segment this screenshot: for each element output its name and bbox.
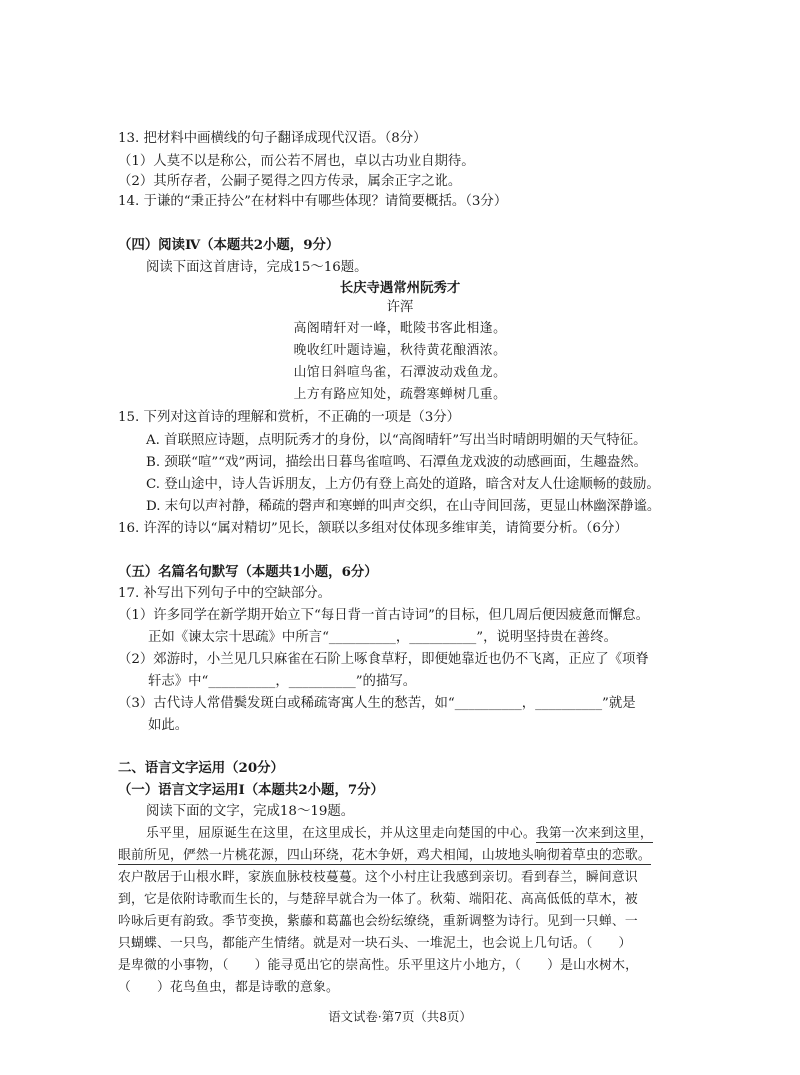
option-a: A. 首联照应诗题，点明阮秀才的身份，以“高阁晴轩”写出当时晴朗明媚的天气特征。 bbox=[146, 433, 647, 448]
poem-line-1: 高阁晴轩对一峰，毗陵书客此相逢。 bbox=[293, 321, 507, 336]
poem-author: 许浑 bbox=[386, 300, 414, 315]
page-footer: 语文试卷·第7页（共8页） bbox=[328, 1009, 472, 1024]
passage-line-5: 吟咏后更有韵致。季节变换，紫藤和葛藟也会纷纭缭绕，重新调整为诗行。见到一只蝉、一 bbox=[118, 914, 638, 929]
part-2-heading: 二、语言文字运用（20分） bbox=[118, 760, 284, 776]
question-17-item-1: （1）许多同学在新学期开始立下“每日背一首古诗词”的目标，但几周后便因疲惫而懈怠。 bbox=[118, 608, 650, 623]
question-13: 13. 把材料中画横线的句子翻译成现代汉语。（8分） bbox=[118, 131, 427, 146]
passage-line-4: 到，它是依附诗歌而生长的，与楚辞早就合为一体了。秋菊、端阳花、高高低低的草木，被 bbox=[118, 892, 638, 907]
question-17-item-2-blanks: 轩志》中“__________，__________”的描写。 bbox=[148, 674, 417, 689]
option-c: C. 登山途中，诗人告诉朋友，上方仍有登上高处的道路，暗含对友人仕途顺畅的鼓励。 bbox=[146, 477, 660, 492]
passage-line-7: 是卑微的小事物，（ ）能寻觅出它的崇高性。乐平里这片小地方，（ ）是山水树木， bbox=[118, 958, 639, 973]
question-13-item-2: （2）其所存者，公嗣子冕得之四方传录，属余正字之讹。 bbox=[118, 174, 462, 189]
passage-line-1 bbox=[146, 825, 653, 843]
question-13-item-1: （1）人莫不以是称公，而公若不屑也，卓以古功业自期待。 bbox=[118, 154, 475, 169]
underlined-sentence-start: 我第一次来到这里， bbox=[535, 826, 653, 841]
passage-line-6: 只蝴蝶、一只鸟，都能产生情绪。就是对一块石头、一堆泥土，也会说上几句话。（ ） bbox=[118, 936, 632, 951]
option-b: B. 颈联“喧”“戏”两词，描绘出日暮鸟雀喧鸣、石潭鱼龙戏波的动感画面，生趣盎然。 bbox=[146, 455, 648, 470]
question-17-item-2: （2）郊游时，小兰见几只麻雀在石阶上啄食草籽，即便她靠近也仍不飞离，正应了《项脊 bbox=[118, 652, 649, 667]
poem-line-4: 上方有路应知处，疏磬寒蝉树几重。 bbox=[293, 387, 507, 402]
passage-line-1-text: 乐平里，屈原诞生在这里，在这里成长，并从这里走向楚国的中心。 bbox=[146, 826, 536, 841]
question-17: 17. 补写出下列句子中的空缺部分。 bbox=[118, 586, 332, 601]
passage-instruction: 阅读下面的文字，完成18～19题。 bbox=[146, 804, 355, 819]
question-17-item-1-blanks: 正如《谏太宗十思疏》中所言“__________，__________”，说明坚持贵在善终。 bbox=[148, 630, 617, 645]
underlined-sentence-cont: 眼前所见，俨然一片桃花源，四山环绕，花木争妍，鸡犬相闻，山坡地头响彻着草虫的恋歌。 bbox=[118, 848, 651, 863]
question-16: 16. 许浑的诗以“属对精切”见长，颔联以多组对仗体现多维审美，请简要分析。（6分） bbox=[118, 521, 628, 536]
section-4-heading: （四）阅读Ⅳ（本题共2小题，9分） bbox=[118, 237, 340, 253]
poem-line-2: 晚收红叶题诗遍，秋待黄花酿酒浓。 bbox=[293, 343, 507, 358]
option-d: D. 末句以声衬静，稀疏的磬声和寒蝉的叫声交织，在山寺间回荡，更显山林幽深静谧。 bbox=[146, 499, 661, 514]
section-5-heading: （五）名篇名句默写（本题共1小题，6分） bbox=[118, 564, 378, 580]
question-14: 14. 于谦的“秉正持公”在材料中有哪些体现？请简要概括。（3分） bbox=[118, 194, 508, 209]
section-4-instruction: 阅读下面这首唐诗，完成15～16题。 bbox=[146, 260, 368, 275]
question-15: 15. 下列对这首诗的理解和赏析，不正确的一项是（3分） bbox=[118, 410, 461, 425]
passage-line-2 bbox=[118, 847, 651, 865]
passage-line-8: （ ）花鸟鱼虫，都是诗歌的意象。 bbox=[118, 980, 339, 995]
poem-title: 长庆寺遇常州阮秀才 bbox=[339, 280, 461, 296]
subsection-1-heading: （一）语言文字运用Ⅰ（本题共2小题，7分） bbox=[118, 782, 384, 798]
poem-line-3: 山馆日斜喧鸟雀，石潭波动戏鱼龙。 bbox=[293, 365, 507, 380]
passage-line-3: 农户散居于山根水畔，家族血脉枝枝蔓蔓。这个小村庄让我感到亲切。看到春兰，瞬间意识 bbox=[118, 870, 638, 885]
question-17-item-3-cont: 如此。 bbox=[148, 718, 189, 733]
question-17-item-3: （3）古代诗人常借鬓发斑白或稀疏寄寓人生的愁苦，如“__________，__________”就是 bbox=[118, 696, 636, 711]
